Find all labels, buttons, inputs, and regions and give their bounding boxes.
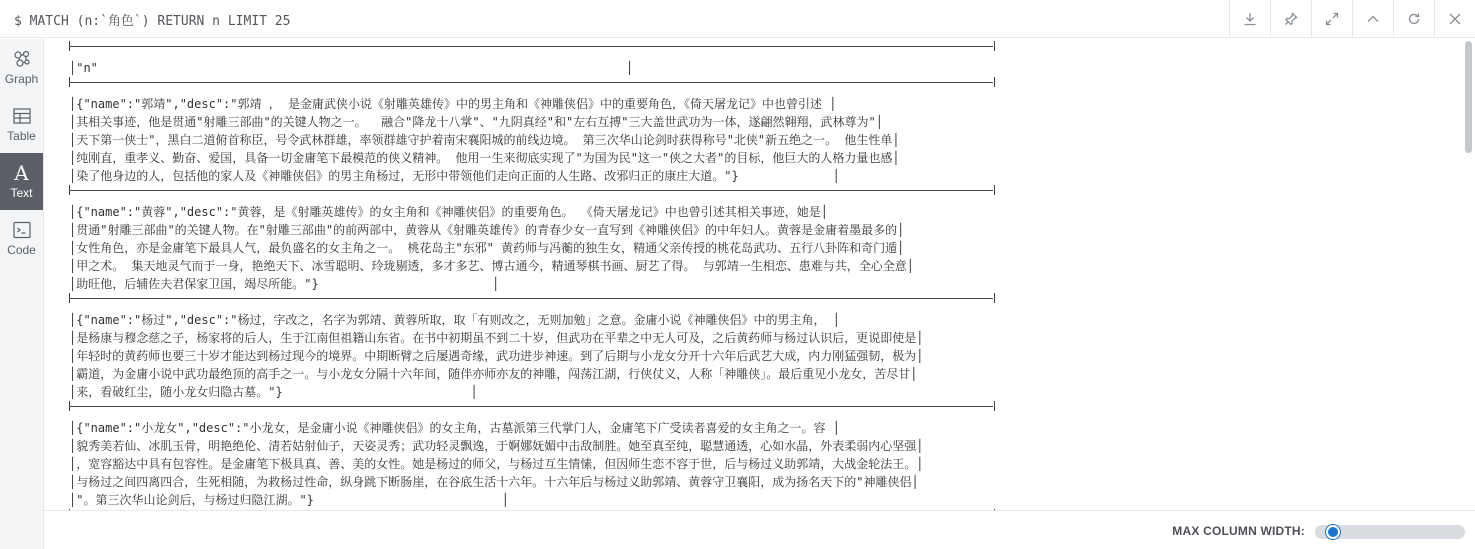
download-button[interactable]: [1229, 0, 1270, 38]
expand-button[interactable]: [1311, 0, 1352, 38]
table-row: [69, 311, 993, 401]
tab-code-label: Code: [7, 243, 36, 257]
slider-handle[interactable]: [1326, 525, 1340, 539]
row-separator: [69, 185, 993, 203]
row-line: │霸道，为金庸小说中武功最绝顶的高手之一。与小龙女分隔十六年间，随伴亦师亦友的神雕，闯荡江湖，行侠仗义，人称「神雕侠」。最后重见小龙女，苦尽甘│: [69, 367, 918, 381]
max-column-width-label: MAX COLUMN WIDTH:: [1172, 524, 1305, 538]
row-line: │贯通"射雕三部曲"的关键人物。在"射雕三部曲"的前两部中，黄蓉从《射雕英雄传》的青春少女一直写到《神雕侠侣》的中年妇人。黄蓉是金庸着墨最多的│: [69, 223, 905, 237]
table-row: [69, 95, 993, 185]
column-header-n: "n": [76, 61, 98, 75]
toolbar: [1229, 0, 1475, 38]
row-line: │助旺他，后辅佐夫君保家卫国，竭尽所能。"} │: [69, 277, 500, 291]
vertical-scrollbar[interactable]: [1463, 39, 1473, 510]
close-button[interactable]: [1434, 0, 1475, 38]
tab-table[interactable]: [0, 96, 43, 153]
table-border-top: [69, 41, 993, 59]
close-icon: [1448, 12, 1462, 26]
row-line: │染了他身边的人，包括他的家人及《神雕侠侣》的男主角杨过，无形中带领他们走向正面的人生路、改邪归正的康庄大道。"} │: [69, 169, 840, 183]
collapse-up-icon: [1366, 12, 1380, 26]
header-column-divider: │: [626, 61, 634, 75]
tab-text[interactable]: [0, 153, 43, 210]
result-footer: [44, 510, 1475, 549]
row-separator: [69, 401, 993, 419]
tab-table-label: Table: [7, 129, 36, 143]
row-line: │是杨康与穆念慈之子，杨家将的后人，生于江南但祖籍山东省。在书中初期虽不到二十岁，但武功在平辈之中无人可及，之后黄药师与杨过认识后，更说即使是│: [69, 331, 924, 345]
row-line: │年轻时的黄药师也要三十岁才能达到杨过现今的境界。中期断臂之后屡遇奇缘，武功进步神速。到了后期与小龙女分开十六年后武艺大成，内力刚猛强韧，极为│: [69, 349, 924, 363]
text-result-view: [44, 39, 1475, 510]
ascii-table: [69, 41, 993, 510]
expand-icon: [1325, 12, 1339, 26]
row-line: │与杨过之间四离四合，生死相随，为救杨过性命，纵身跳下断肠崖，在谷底生活十六年。十六年后与杨过义助郭靖、黄蓉守卫襄阳，成为扬名天下的"神雕侠侣│: [69, 475, 919, 489]
view-sidebar: [0, 39, 44, 549]
rerun-button[interactable]: [1393, 0, 1434, 38]
refresh-icon: [1407, 12, 1421, 26]
table-header-row: │"n" │: [69, 61, 634, 75]
row-line: │来，看破红尘，随小龙女归隐古墓。"} │: [69, 385, 478, 399]
row-line: │{"name":"郭靖","desc":"郭靖 ， 是金庸武侠小说《射雕英雄传》中的男主角和《神雕侠侣》中的重要角色，《倚天屠龙记》中也曾引述 │: [69, 97, 837, 111]
row-line: │其相关事迹，他是贯通"射雕三部曲"的关键人物之一。 融合"降龙十八掌"、"九阴真经"和"左右互搏"三大盖世武功为一体，遂翩然翱翔，武林尊为"│: [69, 115, 883, 129]
table-icon: [12, 106, 32, 126]
row-line: │纯刚直，重孝义、勤奋、爱国，具备一切金庸笔下最模范的侠义精神。 他用一生来彻底实现了"为国为民"这一"侠之大者"的目标，他巨大的人格力量也感│: [69, 151, 900, 165]
tab-text-label: Text: [10, 186, 33, 200]
row-line: │"。第三次华山论剑后，与杨过归隐江湖。"} │: [69, 493, 509, 507]
tab-graph-label: Graph: [4, 72, 39, 86]
scrollbar-thumb[interactable]: [1465, 41, 1472, 153]
tab-graph[interactable]: [0, 39, 43, 96]
row-line: │天下第一侠士"，黑白二道俯首称臣，号令武林群雄，率领群雄守护着南宋襄阳城的前线边境。 第三次华山论剑时获得称号"北侠"新五绝之一。 他生性单│: [69, 133, 900, 147]
row-line: │貌秀美若仙、冰肌玉骨，明艳绝伦、清若姑射仙子，天姿灵秀；武功轻灵飘逸，于婀娜妩媚中击敌制胜。她至真至纯，聪慧通透，心如水晶，外表柔弱内心坚强│: [69, 439, 924, 453]
table-row: [69, 203, 993, 293]
row-separator: [69, 293, 993, 311]
row-line: │，宽容豁达中具有包容性。是金庸笔下极具真、善、美的女性。她是杨过的师父，与杨过互生情愫，但因师生恋不容于世，后与杨过义助郭靖，大战金轮法王。│: [69, 457, 924, 471]
pin-button[interactable]: [1270, 0, 1311, 38]
code-icon: [12, 220, 32, 240]
row-line: │{"name":"小龙女","desc":"小龙女，是金庸小说《神雕侠侣》的女主角，古墓派第三代掌门人，金庸笔下广受读者喜爱的女主角之一。容 │: [69, 421, 840, 435]
table-header-separator: [69, 77, 993, 95]
table-row: [69, 419, 993, 509]
query-text[interactable]: $ MATCH (n:`角色`) RETURN n LIMIT 25: [14, 14, 291, 29]
tab-code[interactable]: [0, 210, 43, 267]
graph-icon: [12, 49, 32, 69]
pin-icon: [1284, 12, 1298, 26]
collapse-button[interactable]: [1352, 0, 1393, 38]
row-line: │{"name":"黄蓉","desc":"黄蓉，是《射雕英雄传》的女主角和《神雕侠侣》的重要角色。 《倚天屠龙记》中也曾引述其相关事迹，她是│: [69, 205, 828, 219]
download-icon: [1243, 12, 1257, 26]
row-line: │甲之术。 集天地灵气而于一身，艳绝天下、冰雪聪明、玲珑剔透，多才多艺、博古通今，精通琴棋书画、厨艺了得。 与郭靖一生相恋、患难与共，全心全意│: [69, 259, 914, 273]
row-line: │{"name":"杨过","desc":"杨过，字改之，名字为郭靖、黄蓉所取，取「有则改之，无则加勉」之意。金庸小说《神雕侠侣》中的男主角， │: [69, 313, 840, 327]
row-line: │女性角色，亦是金庸笔下最具人气，最负盛名的女主角之一。 桃花岛主"东邪" 黄药师与冯蘅的独生女，精通父亲传授的桃花岛武功、五行八卦阵和奇门遁│: [69, 241, 905, 255]
query-bar: [0, 0, 1475, 38]
max-column-width-slider[interactable]: [1315, 525, 1465, 539]
text-icon: A: [14, 161, 29, 185]
